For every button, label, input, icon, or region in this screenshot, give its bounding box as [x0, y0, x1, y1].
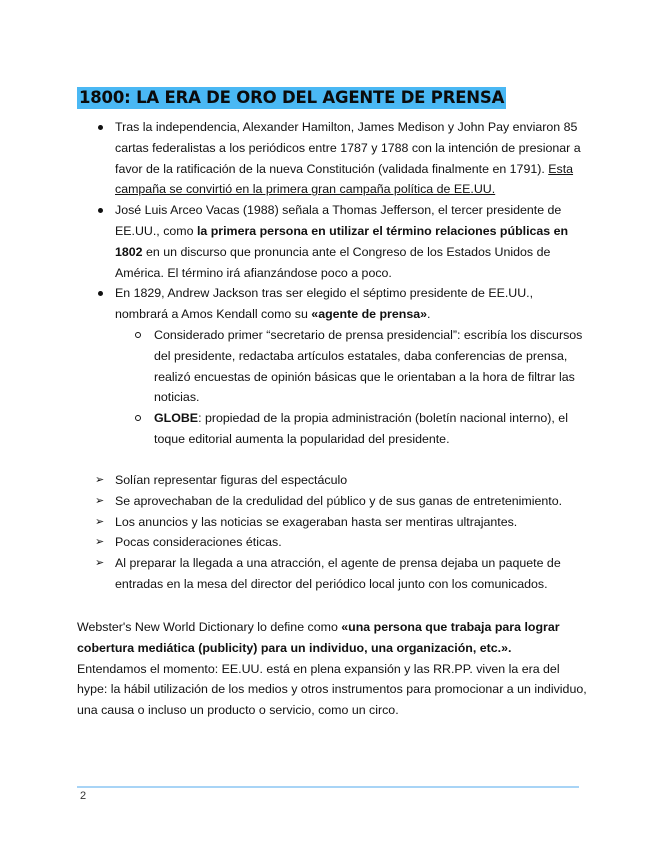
paragraph-text: Entendamos el momento: EE.UU. está en plena expansión y las RR.PP. viven la era del hype: la hábil utilización de los medios y otros instrumentos para promocionar a un individuo, una causa o incluso un producto o servicio, como un circo. — [77, 661, 587, 718]
bullet-item — [115, 200, 583, 283]
arrow-item — [95, 512, 583, 533]
paragraph-text: Webster's New World Dictionary lo define como — [77, 620, 342, 634]
sub-bullet-item — [154, 325, 584, 408]
bullet-text: José Luis Arceo Vacas (1988) señala a Thomas Jefferson, el tercer presidente de EE.UU., como — [115, 203, 562, 238]
hollow-bullet-icon — [135, 415, 141, 421]
footer-divider — [77, 786, 579, 788]
bullet-list — [115, 117, 583, 450]
arrow-item — [95, 491, 583, 512]
arrowhead-bullet-icon: ➢ — [95, 557, 105, 570]
arrow-item-text: Los anuncios y las noticias se exageraban hasta ser mentiras ultrajantes. — [115, 514, 518, 529]
sub-bullet-item — [154, 408, 584, 450]
arrow-item-text: Se aprovechaban de la credulidad del público y de sus ganas de entretenimiento. — [115, 493, 563, 508]
bullet-bold-text: «agente de prensa» — [311, 307, 427, 322]
bullet-item — [115, 117, 583, 200]
arrowhead-bullet-icon: ➢ — [95, 494, 105, 507]
sub-bullet-text: : propiedad de la propia administración (boletín nacional interno), el toque editorial aumenta la popularidad del presidente. — [154, 411, 568, 446]
bullet-text: . — [427, 307, 431, 322]
bullet-text: Tras la independencia, Alexander Hamilton, James Medison y John Pay enviaron 85 cartas federalistas a los periódicos entre 1787 y 1788 con la intención de presionar a favor de la ratificación de la nueva Constitución (validada finalmente en 1791). — [115, 120, 581, 176]
bullet-text: en un discurso que pronuncia ante el Congreso de los Estados Unidos de América. El término irá afianzándose poco a poco. — [115, 244, 551, 280]
bullet-dot-icon — [98, 125, 103, 130]
sub-bullet-list — [154, 325, 584, 450]
definition-paragraph — [77, 617, 587, 721]
arrow-item — [95, 553, 583, 595]
bullet-bold-text: la primera persona en utilizar el término relaciones públicas en 1802 — [115, 223, 569, 259]
paragraph-bold-quote: «una persona que trabaja para lograr cobertura mediática (publicity) para un individuo, una organización, etc.». — [77, 620, 560, 655]
arrow-list — [95, 470, 583, 595]
bullet-dot-icon — [98, 291, 103, 296]
bullet-item — [115, 283, 583, 449]
arrow-item-text: Pocas consideraciones éticas. — [115, 535, 282, 550]
sub-bullet-text: Considerado primer “secretario de prensa presidencial”: escribía los discursos del presidente, redactaba artículos estatales, daba conferencias de prensa, realizó encuestas de opinión básicas que le orientaban a la hora de filtrar las noticias. — [154, 327, 583, 405]
bullet-underlined-text: Esta campaña se convirtió en la primera gran campaña política de EE.UU. — [115, 161, 574, 197]
arrowhead-bullet-icon: ➢ — [95, 474, 105, 486]
arrowhead-bullet-icon: ➢ — [95, 536, 105, 549]
hollow-bullet-icon — [135, 332, 141, 338]
arrowhead-bullet-icon: ➢ — [95, 515, 105, 528]
arrow-item — [95, 470, 583, 491]
arrow-item-text: Al preparar la llegada a una atracción, el agente de prensa dejaba un paquete de entradas en la mesa del director del periódico local junto con los comunicados. — [115, 556, 561, 591]
sub-bullet-bold-text: GLOBE — [154, 411, 199, 426]
bullet-text: En 1829, Andrew Jackson tras ser elegido el séptimo presidente de EE.UU., nombrará a Amos Kendall como su — [115, 286, 534, 322]
arrow-item — [95, 532, 583, 553]
bullet-dot-icon — [98, 208, 103, 213]
arrow-item-text: Solían representar figuras del espectáculo — [115, 473, 348, 487]
section-heading: 1800: LA ERA DE ORO DEL AGENTE DE PRENSA — [79, 88, 505, 107]
page-number: 2 — [80, 790, 87, 802]
